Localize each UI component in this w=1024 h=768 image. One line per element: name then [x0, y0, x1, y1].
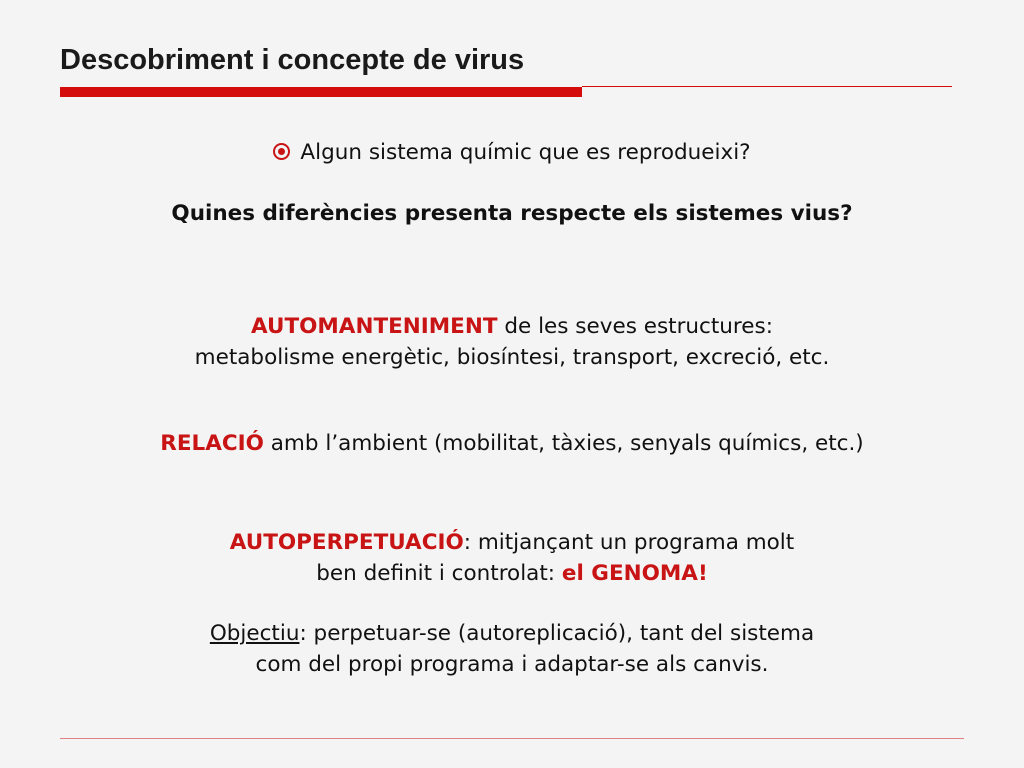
automanteniment-line-2	[0, 343, 1024, 373]
title-rule-thin	[582, 86, 952, 87]
relacio-keyword: RELACIÓ	[160, 431, 264, 456]
autoperpetuacio-line-1	[0, 528, 1024, 558]
slide-title: Descobriment i concepte de virus	[60, 44, 525, 76]
automanteniment-text: de les seves estructures:	[497, 314, 773, 339]
bullet-line	[0, 138, 1024, 168]
automanteniment-line-1	[0, 312, 1024, 342]
bullet-text: Algun sistema químic que es reprodueixi?	[300, 140, 751, 165]
objectiu-line-1	[0, 619, 1024, 649]
relacio-line	[0, 429, 1024, 459]
objectiu-text: : perpetuar-se (autoreplicació), tant del sistema	[299, 621, 815, 646]
automanteniment-detail: metabolisme energètic, biosíntesi, transport, excreció, etc.	[194, 345, 830, 370]
objectiu-label: Objectiu	[209, 621, 300, 646]
question-text: Quines diferències presenta respecte els sistemes vius?	[171, 201, 853, 226]
relacio-text: amb l’ambient (mobilitat, tàxies, senyals químics, etc.)	[263, 431, 864, 456]
automanteniment-keyword: AUTOMANTENIMENT	[251, 314, 498, 339]
question-line	[0, 199, 1024, 229]
target-bullet-icon	[273, 143, 290, 160]
autoperpetuacio-prefix: ben definit i controlat:	[316, 561, 562, 586]
footer-rule	[60, 738, 964, 739]
genoma-highlight: el GENOMA!	[561, 561, 708, 586]
objectiu-detail: com del propi programa i adaptar-se als canvis.	[255, 652, 769, 677]
autoperpetuacio-line-2	[0, 559, 1024, 589]
title-rule-thick	[60, 87, 582, 97]
autoperpetuacio-text: : mitjançant un programa molt	[463, 530, 795, 555]
autoperpetuacio-keyword: AUTOPERPETUACIÓ	[229, 530, 464, 555]
objectiu-line-2	[0, 650, 1024, 680]
